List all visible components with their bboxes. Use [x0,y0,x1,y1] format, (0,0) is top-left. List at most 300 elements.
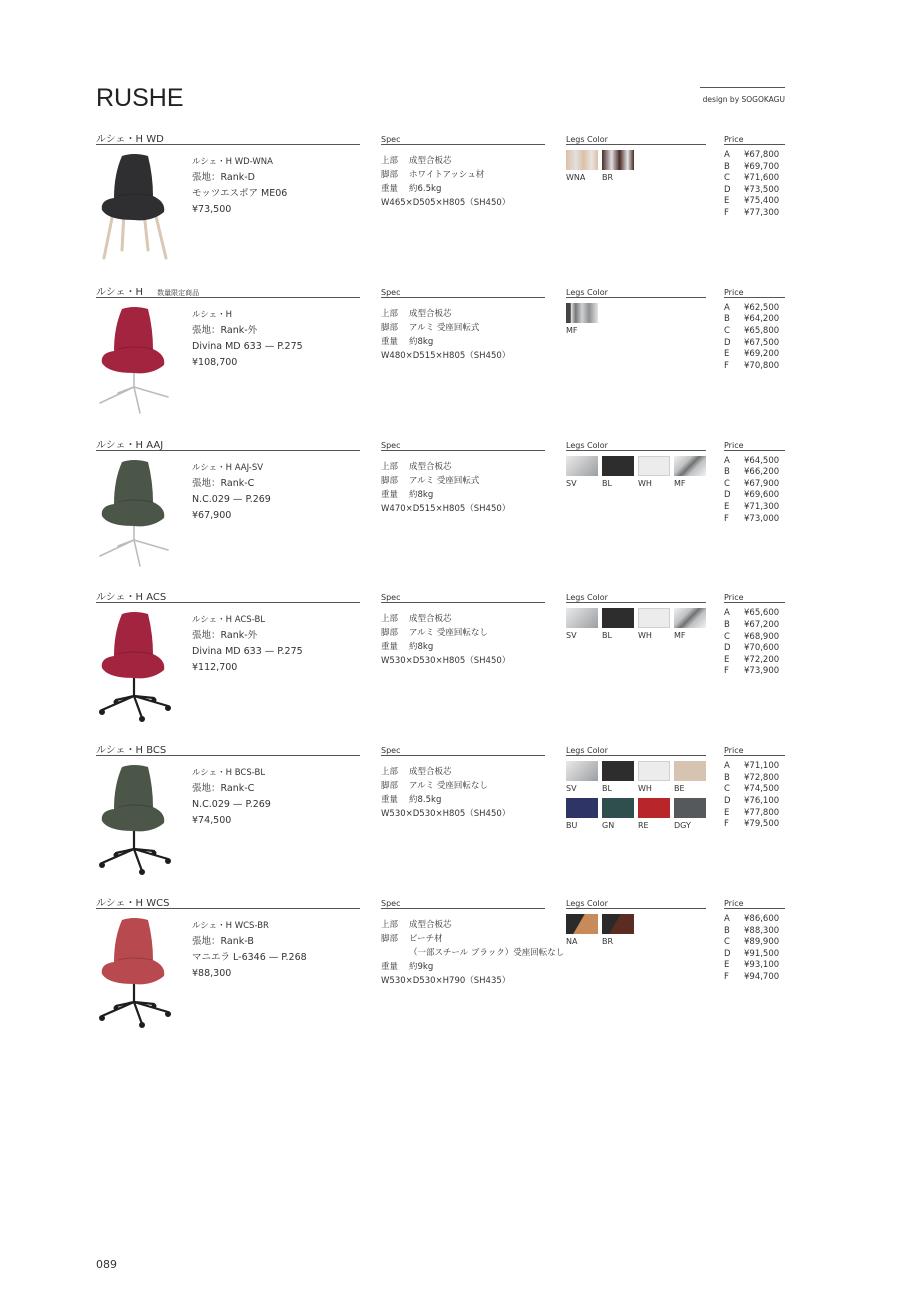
color-swatch-label: SV [566,784,577,794]
legs-color-header: Legs Color [566,746,608,756]
color-swatch [674,608,706,628]
spec-value: アルミ 受座回転式 [409,475,480,486]
price-value: ¥67,900 [744,478,780,489]
price-value: ¥65,600 [744,608,780,619]
price-table [724,150,779,220]
description-line: Divina MD 633 — P.275 [192,340,303,352]
spec-key: 上部 [381,920,399,930]
price-row [724,926,779,938]
color-swatch [638,761,670,781]
price-grade: C [724,325,730,336]
color-swatch-label: BL [602,631,612,641]
description-line: モッツエスポア ME06 [192,188,288,199]
description-line: 張地：Rank-C [192,477,255,489]
spec-value: 約8kg [409,489,434,500]
price-grade: F [724,666,729,677]
price-grade: C [724,937,730,948]
color-swatch [674,761,706,781]
product-section [0,588,915,738]
price-value: ¥73,900 [744,666,780,677]
price-value: ¥71,300 [744,501,780,512]
description-line: Divina MD 633 — P.275 [192,646,303,658]
spec-header: Spec [381,440,401,450]
price-grade: F [724,207,729,218]
color-swatch [674,456,706,476]
color-swatch [566,914,598,934]
spec-header: Spec [381,746,401,756]
color-swatch [566,761,598,781]
product-name-text: ルシェ・H WCS [96,898,170,909]
spec-leg [381,932,564,946]
price-value: ¥71,100 [744,761,780,772]
price-row [724,502,779,514]
price-row [724,326,779,338]
price-value: ¥86,600 [744,914,780,924]
description-line: 張地：Rank-B [192,936,254,947]
price-value: ¥73,500 [744,184,780,195]
spec-top [381,765,510,779]
spec-block [381,918,564,988]
product-name [96,130,359,145]
description-line: 張地：Rank-C [192,783,255,795]
spec-leg-note [381,946,564,960]
price-value: ¥88,300 [744,925,780,936]
product-price: ¥108,700 [192,356,238,368]
color-swatch [638,456,670,476]
description-line: N.C.029 — P.269 [192,493,271,505]
price-value: ¥79,500 [744,819,780,830]
color-swatch [638,798,670,818]
header-rule [381,144,545,145]
price-grade: B [724,772,730,783]
price-row [724,761,779,773]
price-grade: A [724,761,730,772]
price-grade: A [724,150,730,160]
price-grade: F [724,513,729,524]
spec-key: 重量 [381,184,399,194]
spec-block [381,154,510,210]
price-row [724,196,779,208]
spec-key: 重量 [381,795,399,806]
legs-color-header: Legs Color [566,899,608,908]
color-swatch [602,798,634,818]
description-line: 張地：Rank-外 [192,630,258,642]
chair-illustration [96,458,172,570]
spec-top [381,154,510,168]
price-row [724,819,779,831]
header-rule [381,450,545,451]
price-grade: B [724,925,730,936]
price-value: ¥71,600 [744,173,780,184]
spec-value: 成型合板芯 [409,156,452,166]
price-value: ¥70,800 [744,360,780,371]
header-rule [96,450,360,451]
spec-size: W470×D515×H805（SH450） [381,503,511,514]
color-swatch-label: DGY [674,821,691,831]
legs-color-header: Legs Color [566,287,608,297]
price-value: ¥77,800 [744,807,780,818]
spec-weight [381,182,510,196]
price-row [724,361,779,373]
spec-size: W530×D530×H805（SH450） [381,656,511,667]
price-row [724,796,779,808]
color-swatch [566,456,598,476]
price-value: ¥67,500 [744,337,780,348]
chair-illustration [96,916,172,1028]
spec-value: 約6.5kg [409,184,442,194]
header-rule [566,908,706,909]
price-grade: D [724,184,731,195]
color-swatch [602,150,634,170]
chair-image [96,152,172,264]
spec-value: 約8kg [409,336,434,347]
price-grade: C [724,784,730,795]
description-line: ルシェ・H AAJ-SV [192,462,264,473]
price-value: ¥74,500 [744,784,780,795]
product-price: ¥73,500 [192,204,232,215]
spec-leg [381,474,510,488]
price-table [724,608,779,678]
spec-value: ビーチ材 [409,934,443,944]
color-swatch [602,456,634,476]
price-header: Price [724,440,744,450]
price-row [724,784,779,796]
product-name-text: ルシェ・H ACS [96,592,167,604]
price-header: Price [724,135,744,144]
spec-size: W480×D515×H805（SH450） [381,350,511,361]
product-name [96,436,359,451]
spec-weight [381,335,510,349]
color-swatch-label: BR [602,937,614,946]
price-grade: A [724,302,730,313]
price-table [724,456,779,526]
chair-illustration [96,610,172,722]
product-price: ¥67,900 [192,509,232,521]
price-header: Price [724,746,744,756]
price-value: ¥94,700 [744,971,780,982]
spec-top [381,307,510,321]
product-name [96,283,359,298]
price-grade: F [724,360,729,371]
color-swatch-label: MF [674,478,686,488]
brand-label: design by SOGOKAGU [702,95,785,104]
chair-image [96,305,172,417]
spec-value: 約9kg [409,962,434,972]
price-value: ¥64,200 [744,314,780,325]
price-grade: F [724,971,729,982]
color-swatch-label: NA [566,937,578,946]
spec-weight [381,960,564,974]
legs-color-header: Legs Color [566,440,608,450]
spec-key: 脚部 [381,170,399,180]
header-rule [96,602,360,603]
spec-key: 脚部 [381,322,399,333]
color-swatch-label: WH [638,784,652,794]
price-value: ¥68,900 [744,631,780,642]
description-line: ルシェ・H ACS-BL [192,615,266,626]
header-rule [724,602,785,603]
price-row [724,666,779,678]
price-value: ¥76,100 [744,795,780,806]
price-table [724,761,779,831]
color-swatch-label: BU [566,821,578,831]
color-swatch-label: SV [566,631,577,641]
product-section [0,741,915,891]
price-grade: E [724,960,730,971]
product-description [192,612,303,676]
price-grade: E [724,349,730,360]
product-section [0,283,915,433]
header-rule [566,450,706,451]
price-grade: C [724,173,730,184]
color-swatch [602,761,634,781]
spec-weight [381,488,510,502]
product-name [96,741,359,756]
price-grade: C [724,631,730,642]
spec-value: 約8.5kg [409,795,442,806]
price-value: ¥72,200 [744,654,780,665]
spec-value: 成型合板芯 [409,920,452,930]
price-row [724,808,779,820]
price-row [724,150,779,162]
product-description [192,765,271,829]
header-rule [724,908,785,909]
product-price: ¥112,700 [192,662,238,674]
price-value: ¥70,600 [744,643,780,654]
legs-color-header: Legs Color [566,135,608,144]
price-header: Price [724,899,744,908]
description-line: ルシェ・H BCS-BL [192,768,266,779]
spec-key: 上部 [381,156,399,166]
description-line: 張地：Rank-外 [192,324,258,336]
price-grade: D [724,490,731,501]
price-row [724,608,779,620]
color-swatch-label: RE [638,821,649,831]
price-value: ¥62,500 [744,302,780,313]
price-grade: A [724,608,730,619]
price-row [724,972,779,984]
spec-size: W465×D505×H805（SH450） [381,198,511,208]
price-row [724,173,779,185]
spec-key: 脚部 [381,781,399,792]
price-grade: A [724,914,730,924]
spec-top [381,612,510,626]
spec-key: 上部 [381,461,399,472]
color-swatch-label: BR [602,173,614,182]
price-value: ¥69,200 [744,349,780,360]
spec-value: アルミ 受座回転なし [409,781,488,792]
price-grade: E [724,807,730,818]
spec-block [381,612,510,668]
spec-key: 脚部 [381,934,399,944]
price-grade: C [724,478,730,489]
spec-leg [381,626,510,640]
description-line: ルシェ・H WCS-BR [192,921,269,931]
spec-key: 重量 [381,962,399,972]
spec-block [381,307,510,363]
price-value: ¥91,500 [744,948,780,959]
spec-value: （一部スチール ブラック）受座回転なし [409,948,565,958]
price-grade: E [724,501,730,512]
header-rule [381,908,545,909]
spec-block [381,765,510,821]
spec-value: 成型合板芯 [409,308,452,319]
header-rule [724,450,785,451]
product-price: ¥74,500 [192,815,232,827]
price-grade: B [724,161,730,172]
spec-value: アルミ 受座回転なし [409,628,488,639]
price-row [724,303,779,315]
price-value: ¥64,500 [744,455,780,466]
price-row [724,620,779,632]
header-rule [724,297,785,298]
spec-top [381,460,510,474]
price-grade: D [724,643,731,654]
price-row [724,208,779,220]
price-value: ¥67,200 [744,619,780,630]
product-name-text: ルシェ・H WD [96,134,164,145]
color-swatch-label: MF [674,631,686,641]
spec-weight [381,793,510,807]
price-grade: B [724,467,730,478]
header-rule [381,755,545,756]
color-swatch [602,608,634,628]
price-value: ¥77,300 [744,207,780,218]
description-line: ルシェ・H [192,309,233,320]
color-swatch-label: WNA [566,173,586,182]
chair-illustration [96,763,172,875]
price-row [724,773,779,785]
price-grade: D [724,795,731,806]
color-swatch-label: GN [602,821,615,831]
color-swatch-label: MF [566,325,578,335]
header-rule [96,908,360,909]
header-rule [381,602,545,603]
color-swatch [566,150,598,170]
header-rule [96,755,360,756]
product-name-text: ルシェ・H AAJ [96,439,164,451]
price-row [724,949,779,961]
color-swatch [566,303,598,323]
spec-value: 約8kg [409,642,434,653]
price-row [724,338,779,350]
spec-header: Spec [381,287,401,297]
spec-size: W530×D530×H790（SH435） [381,976,511,986]
color-swatch [602,914,634,934]
price-row [724,314,779,326]
spec-key: 重量 [381,642,399,653]
price-row [724,162,779,174]
price-grade: E [724,654,730,665]
price-value: ¥89,900 [744,937,780,948]
price-grade: A [724,455,730,466]
header-rule [96,297,360,298]
spec-value: 成型合板芯 [409,614,452,625]
page-title: RUSHE [96,84,184,112]
spec-header: Spec [381,593,401,603]
spec-key: 脚部 [381,628,399,639]
product-section [0,894,915,1044]
price-table [724,303,779,373]
price-row [724,914,779,926]
description-line: 張地：Rank-D [192,172,255,183]
price-row [724,514,779,526]
price-row [724,185,779,197]
spec-weight [381,640,510,654]
price-value: ¥66,200 [744,467,780,478]
description-line: N.C.029 — P.269 [192,799,271,811]
spec-leg [381,168,510,182]
price-row [724,456,779,468]
header-rule [724,755,785,756]
header-rule [566,144,706,145]
chair-image [96,458,172,570]
product-description [192,918,307,982]
price-value: ¥75,400 [744,196,780,207]
product-name-text: ルシェ・H BCS [96,745,167,757]
spec-key: 重量 [381,336,399,347]
price-value: ¥69,700 [744,161,780,172]
brand-divider [700,87,785,88]
spec-size: W530×D530×H805（SH450） [381,809,511,820]
price-value: ¥73,000 [744,513,780,524]
price-grade: D [724,337,731,348]
color-swatch-label: BL [602,478,612,488]
price-row [724,960,779,972]
chair-illustration [96,152,172,264]
price-header: Price [724,287,744,297]
price-row [724,632,779,644]
product-price: ¥88,300 [192,968,232,979]
product-name [96,894,359,909]
price-grade: B [724,619,730,630]
color-swatch-label: BE [674,784,685,794]
description-line: ルシェ・H WD-WNA [192,157,273,167]
price-row [724,643,779,655]
price-grade: F [724,819,729,830]
color-swatch [638,608,670,628]
spec-leg [381,321,510,335]
header-rule [566,602,706,603]
price-value: ¥67,800 [744,150,780,160]
price-table [724,914,779,984]
price-row [724,937,779,949]
spec-value: アルミ 受座回転式 [409,322,480,333]
color-swatch [566,798,598,818]
product-description [192,154,287,218]
color-swatch-label: WH [638,478,652,488]
chair-image [96,763,172,875]
description-line: マニエラ L-6346 — P.268 [192,952,307,963]
header-rule [566,297,706,298]
spec-header: Spec [381,899,401,908]
spec-key: 上部 [381,308,399,319]
spec-value: ホワイトアッシュ材 [409,170,485,180]
price-header: Price [724,593,744,603]
color-swatch-label: SV [566,478,577,488]
chair-illustration [96,305,172,417]
spec-header: Spec [381,135,401,144]
spec-key: 重量 [381,489,399,500]
page-number: 089 [96,1258,117,1271]
price-grade: E [724,196,730,207]
spec-block [381,460,510,516]
price-grade: D [724,948,731,959]
header-rule [724,144,785,145]
product-description [192,460,271,524]
color-swatch-label: BL [602,784,612,794]
spec-key: 上部 [381,767,399,778]
